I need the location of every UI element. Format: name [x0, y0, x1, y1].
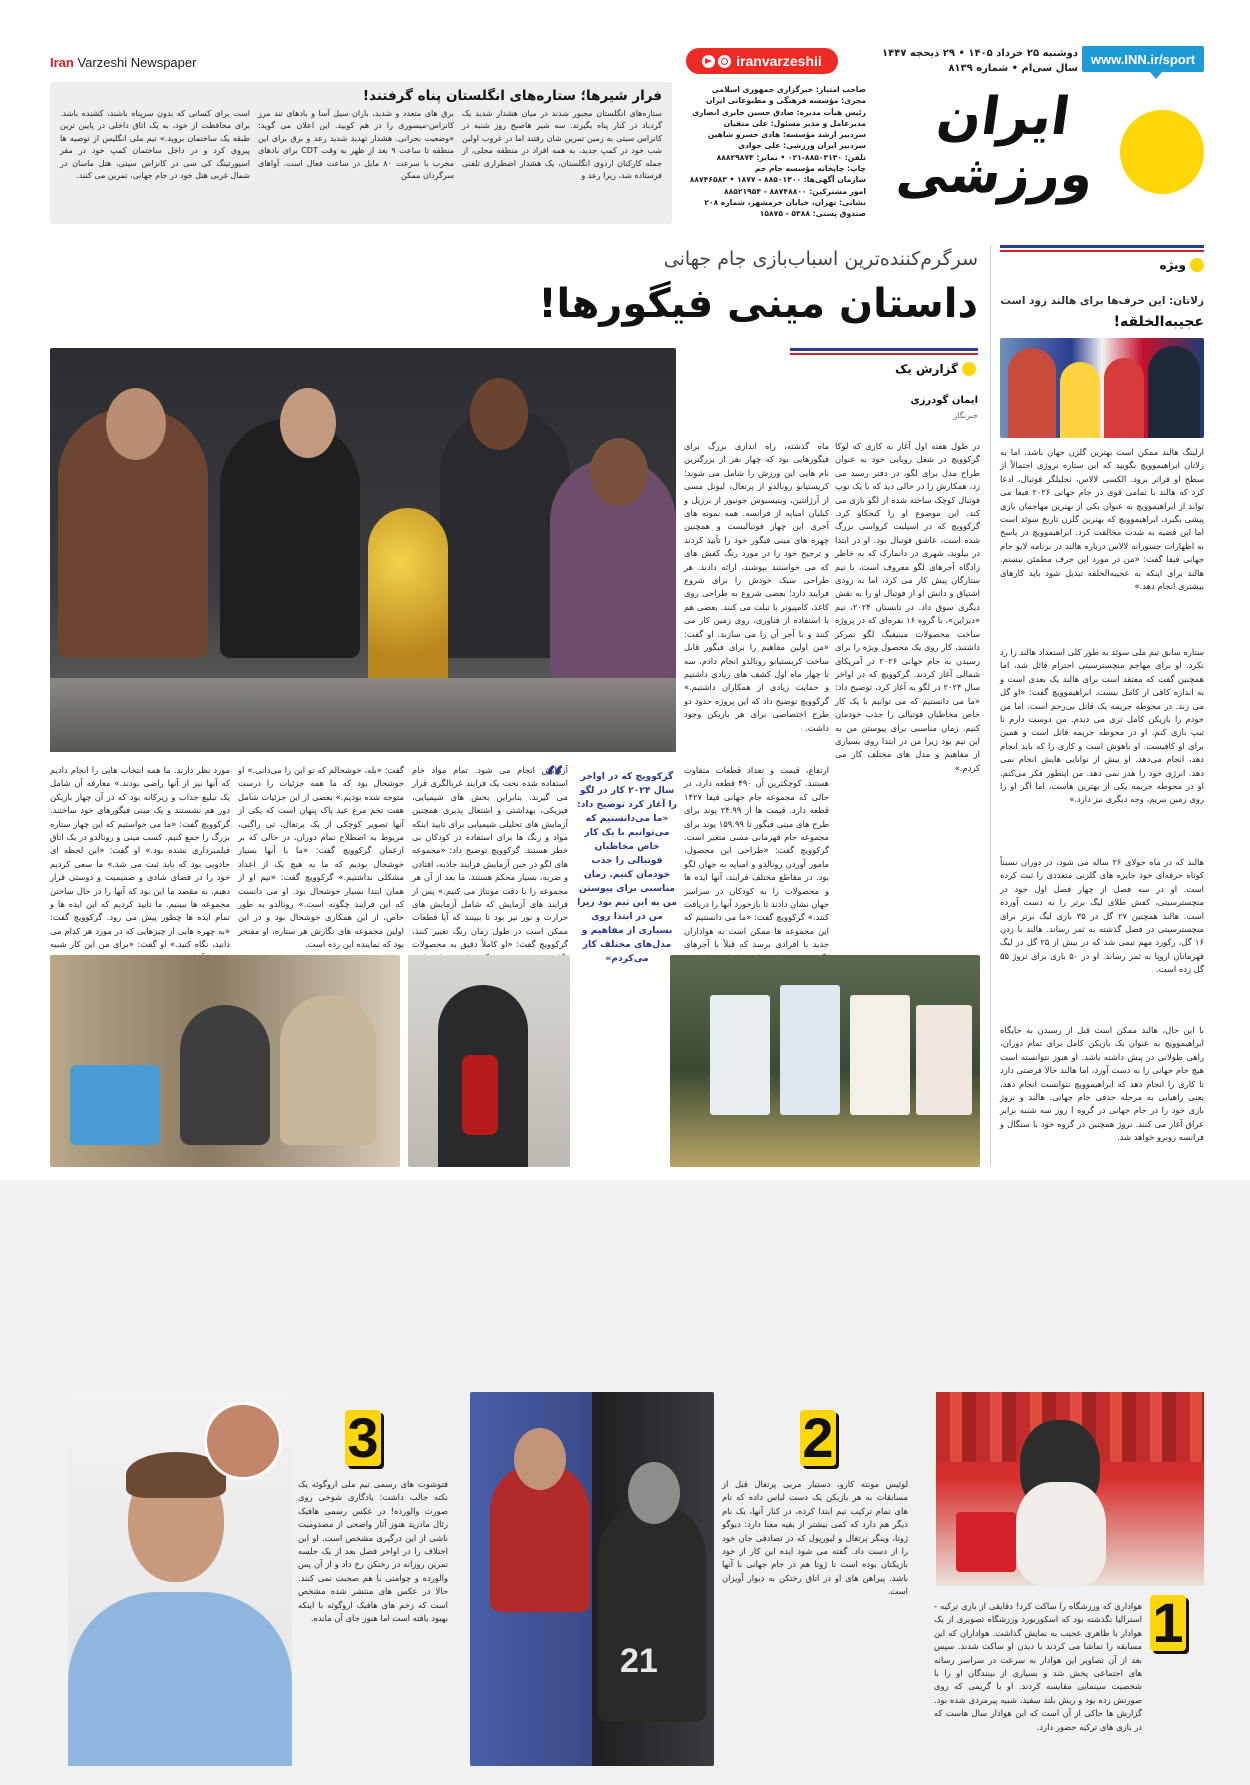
masthead-line: سردبیر ارشد مؤسسه: هادی خسرو شاهین [707, 130, 866, 140]
fan-beard [1016, 1482, 1106, 1586]
publication-en-bold: Iran [50, 55, 74, 70]
masthead-line: صاحب امتیاز: خبرگزاری جمهوری اسلامی [711, 85, 866, 94]
bottom-item-text: هواداری که ورزشگاه را ساکت کرد! دقایقی از بازی ترکیه - استرالیا نگذشته بود که اسکوربورد ورزشگاه تصویری از یک هوادار با ظاهری عجیب به نمایش گذاشت. هواداران که این مسابقه را تماشا می کردند با دیدن او ساکت شدند. سپس بعد از آن تصاویر این هوادار به سرعت در سراسر رسانه های اجتماعی پخش شد و بسیاری از بینندگان او را با شخصیت سینمایی مقایسه کردند. او با گریمی که روی صورتش زده بود و ریش بلند سفید، شبیه پیرمردی شده بود. گزارش ها حاکی از آن است که این هوادار سال هاست که در بازی های ترکیه حضور دارد. [934, 1601, 1142, 1732]
report-rule-red [790, 353, 978, 355]
masthead-line: نشانی: تهران، خیابان خرمشهر، شماره ۲۰۸ [704, 197, 866, 207]
report-label: گزارش یک [895, 362, 958, 376]
main-title: داستان مینی فیگورها! [538, 281, 978, 327]
main-kicker: سرگرم‌کننده‌ترین اسباب‌بازی جام جهانی [663, 248, 978, 270]
masthead-line: مجری: مؤسسه فرهنگی و مطبوعاتی ایران [705, 96, 866, 106]
issue-line: سال سی‌ام • شماره ۸۱۳۹ [948, 63, 1078, 74]
jersey-number: 21 [620, 1642, 658, 1680]
lego-model [70, 1065, 160, 1145]
masthead-line: چاپ: چاپخانه مؤسسه جام جم [754, 164, 866, 174]
logo-line-1: ایران [933, 87, 1074, 147]
masthead-line: صندوق پستی: ۵۳۸۸ - ۱۵۸۷۵ [759, 209, 866, 219]
zoom-circle [204, 1402, 282, 1480]
sidebar-body: ستاره سابق تیم ملی سوئد به طور کلی استعداد هالند را رد نکرد. او برای مهاجم منچسترسیتی احترام قائل شد، اما همچنین گفت که معتقد است برای هالند یک بعدی است و به اندازه کافی از کامل نیست. ابراهیموویچ گفت: «او گل می زند. در محوطه جریمه یک قاتل بی‌رحم است. اما من خودم را بازیکن کامل تری می دیدم. من دوست دارم تا تیپ بازی کنم. او در محوطه جریمه قاتل است و همین برای او کافیست. او باهوش است و کاری را که باید انجام دهد، انجام می‌دهد. او بیش از توانایی هایش انجام نمی دهد. انرژی خود را هدر نمی دهد. من اینطور فکر می‌کنم. او در محوطه جریمه یکی از بهترین هاست، اما اگر او را روی زمین ببریم، وجه دیگری نیز دارد.» [1000, 647, 1204, 805]
sidebar-body: با این حال، هالند ممکن است قبل از رسیدن به جایگاه ابراهیموویچ به عنوان یک بازیکن کامل برای تمام دوران، راهی طولانی در پیش داشته باشد. او هنوز نتوانسته است هیچ جام جهانی را به دست آورد، اما هالند حالا فرصتی دارد تا کاری را انجام دهد که ابراهیموویچ نتوانست انجام دهد، یعنی راهیابی به مرحله حذفی جام جهانی. هالند و نروژ بازی خود را در جام جهانی در گروه I روز سه شنبه برابر عراق آغاز می کنند. نروژ همچنین در گروه خود با سنگال و فرانسه روبرو خواهد شد. [1000, 1025, 1204, 1143]
person-figure [280, 995, 376, 1145]
telegram-icon [702, 55, 715, 68]
masthead-line: سردبیر ایران ورزشی: علی جوادی [738, 141, 866, 151]
column-divider [990, 245, 991, 1165]
logo-line-2: ورزشی [893, 145, 1098, 205]
person-shirt [68, 1592, 292, 1766]
top-story-title: فرار شیرها؛ ستاره‌های انگلستان پناه گرفتند! [362, 88, 662, 104]
bottom-item-text: لوئیس مونته کارو، دستیار مربی پرتغال قبل از مسابقات به هر بازیکن یک دست لباس داده که نام های تمام ترکیب تیم ابتدا کرده، در کنار آنها، یک نام دیگر هم دارد که کمی بیشتر از بقیه معنا دارد: دیوگو ژوتا، وینگر پرتغال و لیورپول که در تصادفی جان خود را از دست داد. گفته می شود ایده این کار از خود بازیکنان بوده است تا ژوتا هم در جام جهانی با آنها باشد. پیراهن های او در اتاق رختکن به دیوار آویزان است. [722, 1479, 908, 1597]
date-line: دوشنبه ۲۵ خرداد ۱۴۰۵ • ۲۹ ذیحجه ۱۴۴۷ [882, 48, 1078, 59]
lego-trophy [368, 508, 448, 688]
newspaper-logo [866, 88, 1133, 208]
sidebar-title: عجیبه‌الخلقه! [1113, 314, 1204, 330]
social-handle-pill[interactable] [686, 48, 838, 74]
masthead-line: رئیس هیأت مدیره: صادق حسین جابری انصاری [692, 107, 866, 117]
masthead-line: تلفن: ۸۸۵۰۳۱۳۰-۰۲۱ • نمابر: ۸۸۸۲۹۸۷۴ [716, 152, 866, 162]
article-column: در طول هفته اول آغاز به کاری که لوکا گرکوویچ در شغل رویایی خود به عنوان طراح مدل برای لگو، در دفتر رسید می زد، همکارش را در حالی دید که با یک توپ فوتبال کوچک ساخته شده از لگو بازی می کند. این موضوع او را کنجکاو کرد. گرکوویچ که در اسپلیت کرواسی بزرگ شده است، عاشق فوتبال بود. او در ابتدا در بیلوند، شهری در دانمارک که به خاطر زادگاه آجرهای لگو معروف است، با تیم ستارگان پیش کار می کرد، اما به زودی اشتیاق و دانش او از فوتبال او را به نقش دیگری سوق داد. در تابستان ۲۰۲۴، تیم «دیزاین»، با گروه ۱۶ نفره‌ای که در پروژه ساخت محصولات مینیفیگ لگو تمرکز داشتند، کار روی یک محصول ویژه را برای رسیدن به جام جهانی ۲۰۲۶ در آمریکای شمالی آغاز کردند. گرکوویچ که در اواخر سال ۲۰۲۴ در لگو به آغاز کرد، توضیح داد: «ما می دانستیم که می توانیم با یک کار خاص مخاطبان فوتبالی را جذب خودمان کنیم. زمان مناسبی برای پیوستن من به این تیم بود زیرا من در ابتدا روی بسیاری از مفاهیم و مدل های مختلف کار می کردم.» [835, 441, 980, 773]
product-box [780, 985, 840, 1115]
sidebar-top-rule-red [1000, 250, 1204, 252]
report-dot [962, 362, 976, 376]
sidebar-body: هالند که در ماه جولای ۲۶ ساله می شود، در دوران نسبتاً کوتاه حرفه‌ای خود جایزه های گلزنی متعددی را ثبت کرده است. او در سه فصل از چهار فصل اول خود در منچسترسیتی، کفش طلای لیگ برتر را به دست آورده است. هالند همچنین ۲۷ گل در ۳۵ بازی لیگ برتر برای منچسترسیتی در فصل گذشته به ثمر رساند. هالند با زدن ۱۶ گل، رکورد مهم تیمی شد که در بیش از ۲۵ گل در لیگ قهرمانان اروپا به ثمر رساند. او در ۵۰ بازی برای نروژ ۵۵ گل زده است. [1000, 857, 1204, 975]
person-head [628, 1462, 680, 1524]
article-column: آزمایش انجام می شود. تمام مواد خام استفاده شده تحت یک فرایند غربالگری قرار می گیرند. بنابراین بخش های شیمیایی، فیزیکی، بهداشتی و اشتعال پذیری همچنین آزمایش های تحلیلی شیمیایی برای تایید اینکه مواد و رنگ ها برای استفاده در کودکان بی خطر هستند. گرکوویچ توضیح داد: «مجموعه های لگو در حین آزمایش فرایند جاذبه، افتادن و ضربه، بسیار محکم هستند. ما بعد از آن هر مجموعه را با دقت مونتاژ می کنیم.» پس از فرایند های آزمایش که شامل آزمایش های حرارت و نور نیز بود تا ببینند که آیا قطعات ممکن است در طول زمان رنگ تغییر کنند، گرکوویچ گفت: «او کاملاً دقیق به محصولات [412, 765, 568, 950]
sidebar-photo [1000, 338, 1204, 438]
article-column: مورد نظر دارند. ما همه انتخاب هایی را انجام دادیم که آنها نیز از آنها راضی بودند.» معارفه آن شامل یک تبلیغ جذاب و زیرکانه بود که در آن چهار بازیکن دور هم نشستند و یک مینی فیگورهای خود ساختند. گرکوویچ گفت: «ما می خواستیم که این چهار ستاره بزرگ را جمع کنیم. کسب مینی و رونالدو در یک اتاق فیلمبرداری نشده بود.» او گفت: «این لحظه ای جادویی بود که باید ثبت می شد.» ما سعی کردیم خود را در فضای شادی و صمیمیت و دوستی قرار دهیم. به مقصد ما این بود که آنها را در حال ساختن مجموعه ها ببینیم. ما تایید کردیم که این ایده ها و تمام ایده ها چطور پیش می رود. گرکوویچ گفت: «به چهره هایی از چیزهایی که در مورد هر کدام می دانید، نگاه کنید.» او گفت: «برای من این کار شبیه [50, 765, 230, 950]
main-photo [50, 348, 676, 752]
top-story-col: برق های متعدد و شدید، باران سیل آسا و بادهای تند مرز کانزاس-میسوری را در هم کوبید. این اعلان می گوید: «وضعیت بحرانی. هشدار تهدید شدید رعد و برق برای این منطقه تا ساعت ۹ بعد از ظهر به وقت CDT برای بادهای مخرب با سرعت ۸۰ مایل در ساعت فعال است. آواهای سرگردان ممکن [258, 109, 454, 181]
masthead-line: سازمان آگهی‌ها: ۸۸۵۰۱۳۰۰ - ۱۸۷۷ • ۸۸۷۴۶۵۸۳ [689, 175, 866, 185]
photo-players-meeting [50, 955, 400, 1167]
person-head [514, 1428, 566, 1490]
sidebar-kicker: زلاتان: این حرف‌ها برای هالند زود است [1000, 295, 1204, 307]
person-head [470, 378, 528, 450]
publication-en: Varzeshi Newspaper [77, 55, 197, 70]
photo-lego-boxes [670, 955, 980, 1167]
sidebar-section-label: ویژه [1159, 258, 1186, 272]
author-name: ایمان گودرزی [910, 395, 978, 406]
sidebar-body: ارلینگ هالند ممکن است بهترین گلزن جهان باشد، اما به زلاتان ابراهیموویچ بگویید که این ستاره نروژی احتمالاً از سطح او فراتر برود. الکسی لالاس، تحلیلگر فوتبال، ادعا کرد که هالند با تمامی قوی در جام جهانی ۲۰۲۶ فیفا می تواند از ابراهیموویچ به عنوان یکی از بهترین مهاجمان بازی پیشی بگیرد. ابراهیموویچ که بهترین گلزن تاریخ سوئد است اما این قضیه به شدت مخالفت کرد. ابراهیموویچ در پاسخ به اظهارات جسورانه لالاس درباره هالند در برنامه لایو جام جهانی فیفا گفت: «من در مورد این حرف مطمئن نیستم. هالند برای اینکه به عجیبه‌الخلقه تبدیل شود باید کارهای بیشتری انجام دهد.» [1000, 447, 1204, 592]
top-story-col: است برای کسانی که بدون سرپناه باشند، کشنده باشد. برای محافظت از خود، به یک اتاق داخلی در پایین ترین طبقه یک ساختمان بروید.» تیم ملی انگلیس از توصیه ها پیروی کرد و در داخل ساختمان کمپ خود در مقر اسپورتینگ کی سی در کانزاس سیتی، هتل ماسان در شمال غربی هتل خود در جام جهانی، تمرین می کنند. [60, 109, 250, 181]
table-surface [50, 678, 676, 752]
turkish-fan-photo [936, 1392, 1204, 1586]
lego-figure [462, 1055, 498, 1135]
item-number-1: 1 [1150, 1595, 1186, 1651]
flag-shape [956, 1512, 1016, 1572]
player-figure [1060, 362, 1100, 438]
bottom-item-text: فتوشوت های رسمی تیم ملی اروگوئه یک نکته جالب داشت: یادگاری شوخی روی صورت والورده! در عکس رسمی هافبک رئال مادرید هنوز آثار واضحی از مصدومیت ناشی از این درگیری مشخص است. او این اختلاف را در اواخر فصل بعد از یک جلسه تمرین روزانه در رختکن رخ داد و از آن پس والورده و چوامنی با هم صحبت نمی کنند. حالا در عکس های منتشر شده مشخص است که زخم های هافبک اروگوئه با اینکه بهبود یافته است اما هنوز جای آن مانده. [298, 1479, 448, 1624]
person-head [106, 388, 166, 460]
photo-ronaldo-figure [408, 955, 570, 1167]
person-head [280, 388, 336, 458]
quote-mark-icon: “ [545, 759, 565, 799]
product-box [710, 995, 770, 1115]
person-head [590, 438, 648, 506]
website-badge-tail [1150, 72, 1162, 79]
masthead-line: امور مشترکین: ۸۸۷۴۸۸۰۰ - ۸۸۵۲۱۹۵۴ [723, 186, 866, 196]
person-figure [598, 1502, 706, 1722]
header-publication-en [50, 55, 196, 70]
product-box [850, 995, 910, 1115]
social-handle-text: iranvarzeshii [736, 53, 822, 69]
pull-quote: گرکوویچ که در اواخر سال ۲۰۲۴ کار در لگو را آغاز کرد توضیح داد: «ما می‌دانستیم که می‌توانیم با یک کار خاص مخاطبان فوتبالی را جذب خودمان کنیم. زمان مناسبی برای پیوستن من به این تیم بود زیرا من در ابتدا روی بسیاری از مفاهیم و مدل‌های مختلف کار می‌کردم» [577, 771, 677, 964]
top-story-col: ستاره‌های انگلستان مجبور شدند در میان هشدار شدید یک گردباد در کنار پناه بگیرند. سه شیر هاصبح روز شنبه در کانزاس سیتی به زمین تمرین شان رفتند اما در غروب اولین شب خود در کمپ جدید، به همه افراد در منطقه محلی، از جمله کارکنان اردوی انگلستان، یک هشدار اضطراری تلفنی فرستاده شد، زیرا رعد و [462, 109, 662, 181]
person-figure [180, 1005, 270, 1145]
section-dot [1190, 258, 1204, 272]
article-column: گفت: «بله، خوشحالم که تو این را می‌دانی.» او خوشحال بود که ما همه جزئیات را درست متوجه شده بودیم.» بعضی از این جزئیات شامل هفت تخم مرغ عید پاک پنهان است که یکی از آنها تصویر کوچکی از یک پرتغال، تی راگبی، مربوط به اصطلاح تمام دوران، در حالی که بر ازعمان گرکوویچ گفت: «ما با آنها بسیار خوشحال بودیم که ما به هیچ یک از اعداد مشکلی نداشتیم.» گرکوویچ گفت: «تیم او از همان ابتدا بسیار خوشحال بود. او می دانست که این فرایند چگونه است.» رونالدو به طور خاص، از این همکاری خوشحال بود و در این اولین مجموعه های نگارش هر ستاره، او مفتخر بود که نماینده این رده است. [238, 765, 404, 950]
website-badge[interactable] [1082, 46, 1204, 72]
article-column: ارتفاع، قیمت و تعداد قطعات متفاوت هستند. کوچکترین آن ۴۹۰ قطعه دارد، در حالی که مجموعه جام جهانی فیفا ۱۴۲۷ قطعه دارد. قیمت ها از ۲۴.۹۹ پوند برای طرح های مینی فیگور تا ۱۵۹.۹۹ پوند برای مجموعه جام قهرمانی مسی متغیر است. گرکوویچ گفت: «طراحی این محصول، مامور آوردن رونالدو و امباپه به جهان لگو بود. در مقاطع مختلف فرایند، آنها ایده ها و محصولات را به کودکان در سراسر جهان نشان دادند تا بازخورد آنها را دریافت کنند.» گرکوویچ گفت: «ما می دانستیم که این مجموعه ها ممکن است به هواداران جدید با افرادی برسد که قبلاً با آجرهای [684, 765, 830, 950]
player-figure [1008, 348, 1056, 438]
item-number-2: 2 [800, 1410, 836, 1466]
masthead-line: مدیرعامل و مدیر مسئول: علی متقیان [723, 118, 866, 128]
logo-sun [1120, 110, 1204, 194]
sidebar-top-rule [1000, 245, 1204, 248]
masthead-credits [680, 84, 866, 222]
player-figure [1148, 346, 1200, 438]
website-text: www.INN.ir/sport [1090, 51, 1196, 67]
person-figure [220, 418, 360, 658]
product-box [916, 1005, 972, 1115]
report-rule [790, 348, 978, 351]
item-number-3: 3 [345, 1410, 381, 1466]
photo-valverde [68, 1392, 292, 1766]
article-column: ماه گذشته، راه اندازی بزرگ برای فیگورهایی بود که چهار نفر از بزرگترین نام هایی این ورزش را شامل می شوند؛ کریستیانو رونالدو از پرتغال، لیونل مسی از آرژانتین، وینیسیوس جونیور از برزیل و کیلیان امباپه از فرانسه. همه نمونه های آجری این چهار فوتبالیست و همچنین چهره های مینی فیگور خود را تأیید کردند و ترجیح خود را در مورد رنگ کفش های که می خواستند بپوشند، ارائه دادند. هر طراحی سبک خودش را برای شروع فرایند دارد؛ بعضی شروع به طراحی روی کاغذ، کامپیوتر یا تبلت می کنند. بعضی هم با استفاده از فناوری، روی زمین کار می کنند و با آجر آن را می سازند. او گفت: «من اولین مفاهیم را برای فیگور قابل ساخت کریستیانو رونالدو انجام دادم. سه تا چهار ماه اول کشف های زیادی داشتیم و حمایت زیادی از همکاران داشتیم.» گرکوویچ توضیح داد که این پروژه حدود دو طرح اختصاصی برای هر بازیکن وجود داشت. [684, 441, 829, 733]
author-role: خبرنگار [953, 411, 978, 420]
instagram-icon [718, 55, 731, 68]
player-figure [1104, 358, 1144, 438]
photo-portugal-players [470, 1392, 714, 1766]
